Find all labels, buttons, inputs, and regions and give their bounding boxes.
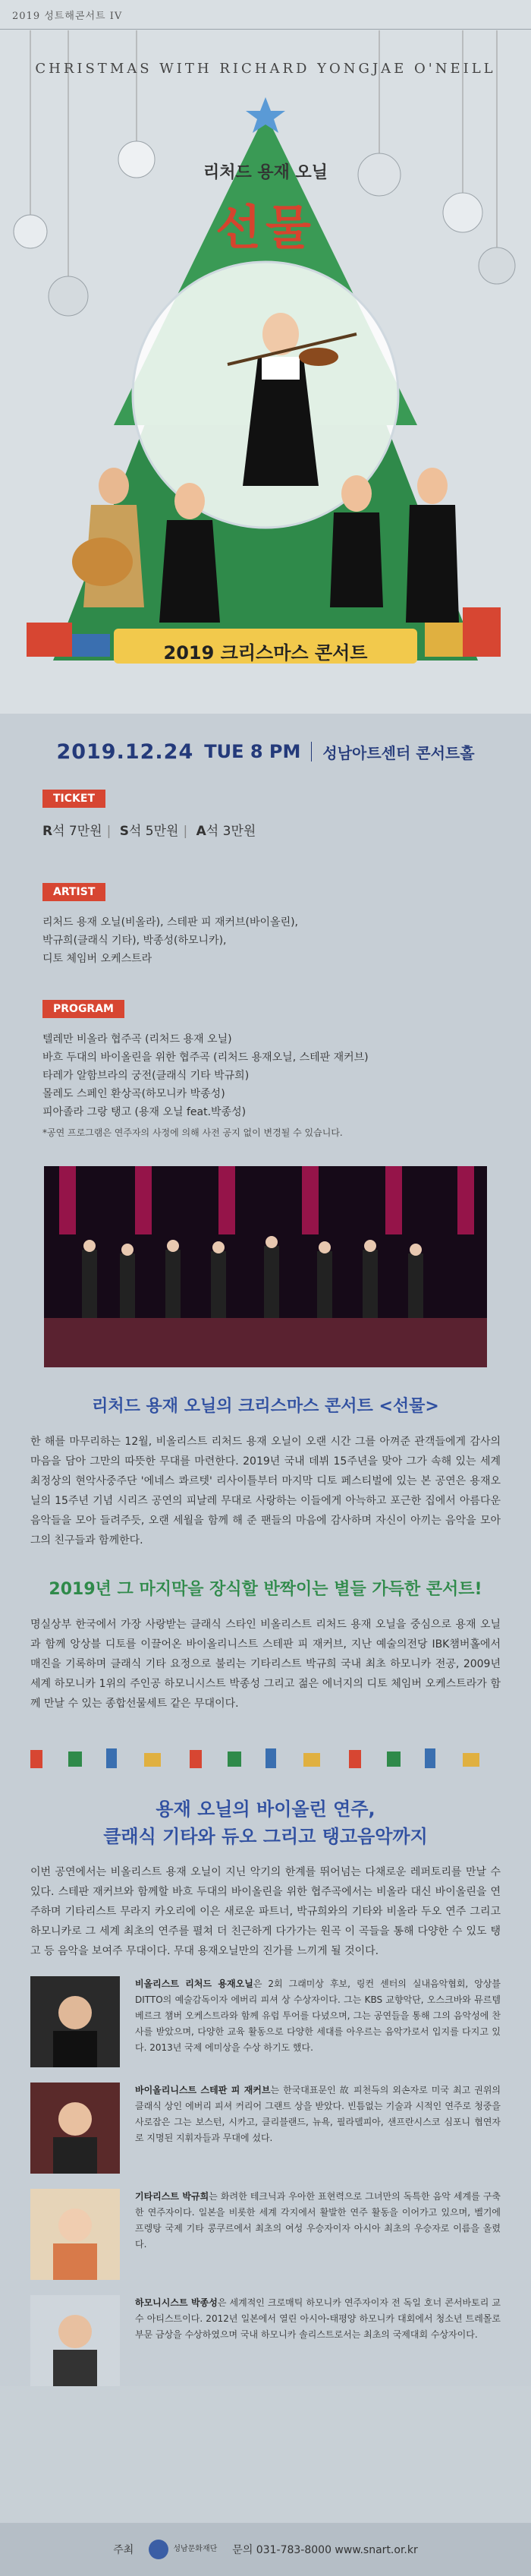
event-venue: 성남아트센터 콘서트홀 [322, 743, 475, 762]
ticket-grade: S [119, 824, 129, 839]
organizer-name: 성남문화재단 [173, 2545, 218, 2553]
performer-photo [30, 1976, 120, 2067]
ticket-grade: R [42, 824, 53, 839]
section2-body: 명실상부 한국에서 가장 사랑받는 클래식 스타인 비올리스트 리처드 용재 오닐을 중심으로 용재 오닐과 함께 앙상블 디토를 이끌어온 바이올리니스트 스테판 피 재커브, 지난 예술의전당 IBK챔버홀에서 매진을 기록하며 클래식 기타 요정으로 불리는 기타리스트 박규희 국내 최초 하모니카 전공, 2009년 세계 하모니카 1위의 주인공 하모니시스트 박종성 그리고 젊은 에너지의 디토 체임버 오케스트라가 함께 만날 수 있는 종합선물세트 같은 무대이다. [30, 1619, 501, 1710]
section3-body: 이번 공연에서는 비올리스트 용재 오닐이 지닌 악기의 한계를 뛰어넘는 다채로운 레퍼토리를 만날 수 있다. 스테판 재커브와 함께할 바흐 두대의 바이올린을 위한 협주곡에서는 비올라 대신 바이올린을 연주하며 기타리스트 무라지 카오리에 이은 새로운 파트너, 박규희와의 기타와 비올라 두오 연주 그리고 하모니카로 그 세계 최초의 연주를 펼쳐 더 친근하게 다가가는 원곡 이 곡들을 통해 다양한 수 있도 탱고 등 음악을 보여주 무대이다. 무대 용재오닐만의 진가를 느끼게 될 것이다. [30, 1866, 501, 1957]
bio-item [0, 1976, 531, 2067]
artist-line: 리처드 용재 오닐(비올라), 스테판 피 재커브(바이올린), [42, 916, 299, 929]
program-tag: PROGRAM [42, 1000, 124, 1018]
organizer-logo [149, 2540, 217, 2559]
section3-title-line: 클래식 기타와 듀오 그리고 탱고음악까지 [103, 1826, 428, 1847]
ticket-price: 석 3만원 [206, 824, 256, 839]
bio-name: 바이올리니스트 스테판 피 재커브 [135, 2085, 271, 2095]
bio-item [0, 2295, 531, 2386]
ticket-tag: TICKET [42, 790, 105, 808]
section3-title-line: 용재 오닐의 바이올린 연주, [156, 1799, 375, 1820]
section3-title [0, 1796, 531, 1850]
concert-stage-photo [44, 1166, 487, 1367]
program-line: 바흐 두대의 바이올린을 위한 협주곡 (리처드 용재오닐, 스테판 재커브) [42, 1052, 369, 1064]
bio-text: 는 화려한 테크닉과 우아한 표현력으로 그녀만의 독특한 음악 세계를 구축한 연주자이다. 일본을 비롯한 세계 각지에서 활발한 연주 활동을 이어가고 있으며, 벨기에 프렝탕 국제 기타 콩쿠르에서 최초의 여성 우승자이자 아시아 최초의 우승자로 이름을 올렸다. [135, 2191, 501, 2250]
concert-title: 2019 크리스마스 콘서트 [163, 642, 368, 664]
section1-body: 한 해를 마무리하는 12월, 비올리스트 리처드 용재 오닐이 오랜 시간 그를 아껴준 관객들에게 감사의 마음을 담아 그만의 따뜻한 무대를 마련한다. 2019년 국내 데뷔 15주년을 맞아 그가 속해 있는 세계 최정상의 현악사중주단 '에네스 콰르텟' 리사이틀부터 마지막 디토 페스티벌에 있는 본 공연은 용재오닐의 15주년 기념 시리즈 공연의 피날레 무대로 사랑하는 이들에게 아늑하고 포근한 집에서 아름다운 음악들을 모아 들려주듯, 오랜 세월을 함께 해 준 팬들의 마음에 감사하며 자신이 아끼는 음악을 모아 그의 친구들과 함께한다. [30, 1436, 501, 1547]
bio-text: 은 2회 그래미상 후보, 링컨 센터의 실내음악협회, 앙상블 DITTO의 예술감독이자 에버리 피셔 상 수상자이다. 그는 KBS 교향악단, 오스크바와 뮤르템베르크 챔버 오케스트라와 함께 유럽 투어를 다녔으며, 그는 공연들을 통해 그의 음악성에 찬사를 받았으며, 다양한 교육 활동으로 다양한 세대를 아우르는 음악가로서 입지를 다지고 있다. 2013년 국제 에미상을 수상 하기도 했다. [135, 1979, 501, 2053]
ticket-prices: R석 7만원 | S석 5만원 | A석 3만원 [42, 824, 256, 839]
footer [0, 2523, 531, 2576]
bio-name: 하모니시스트 박종성 [135, 2297, 218, 2308]
program-line: 타레가 알함브라의 궁전(클래식 기타 박규희) [42, 1070, 250, 1082]
ticket-price: 석 7만원 [52, 824, 102, 839]
program-line: 텔레만 비올라 협주곡 (리처드 용재 오닐) [42, 1033, 232, 1045]
bio-name: 기타리스트 박규희 [135, 2191, 209, 2202]
poster-kicker: 리처드 용재 오닐 [203, 163, 328, 182]
performer-photo [30, 2189, 120, 2280]
event-date: 2019.12.24 [56, 739, 194, 764]
bio-name: 비올리스트 리처드 용재오닐 [135, 1979, 253, 1989]
host-label: 주최 [113, 2544, 134, 2556]
event-time: TUE 8 PM [204, 741, 301, 762]
divider [311, 742, 312, 761]
section1-title: 리처드 용재 오닐의 크리스마스 콘서트 <선물> [92, 1397, 439, 1416]
section2-title: 2019년 그 마지막을 장식할 반짝이는 별들 가득한 콘서트! [49, 1580, 482, 1599]
bio-item [0, 2083, 531, 2174]
holiday-decoration-strip [0, 1735, 531, 1780]
ticket-block [0, 790, 531, 839]
christmas-tree-illustration [0, 0, 531, 714]
poster-title: 선물 [215, 200, 316, 255]
artist-line: 박규희(클래식 기타), 박종성(하모니카), [42, 935, 227, 947]
artist-block [0, 883, 531, 968]
bio-text: 는 한국대표문인 故 피천득의 외손자로 미국 최고 권위의 클래식 상인 에버리 피셔 커리어 그랜트 상을 받았다. 빈틈없는 기술과 시적인 연주로 청중을 사로잡은 그는 보스턴, 시카고, 클리블랜드, 뉴욕, 필라델피아, 샌프란시스코 심포니 협연자로 지명된 지휘자들과 무대에 섰다. [135, 2085, 501, 2143]
artist-line: 디토 체임버 오케스트라 [42, 953, 152, 965]
program-note: *공연 프로그램은 연주자의 사정에 의해 사전 공지 없이 변경될 수 있습니다. [42, 1127, 343, 1138]
program-line: 피아졸라 그랑 탱고 (용재 오닐 feat.박종성) [42, 1106, 247, 1118]
event-date-bar [0, 714, 531, 790]
artist-tag: ARTIST [42, 883, 105, 901]
bio-text: 은 세계적인 크로매틱 하모니카 연주자이자 전 독일 호너 콘서바토리 교수 아티스트이다. 2012년 일본에서 열린 아시아-태평양 하모니카 대회에서 청소년 트레몰로 부문 금상을 수상하였으며 국내 하모니카 솔리스트로서는 최초의 국제대회 수상자이다. [135, 2297, 501, 2340]
contact-info: 문의 031-783-8000 www.snart.or.kr [232, 2544, 418, 2556]
performer-photo [30, 2083, 120, 2174]
logo-icon [149, 2540, 168, 2559]
program-line: 몰레도 스페인 환상곡(하모니카 박종성) [42, 1088, 225, 1100]
poster [0, 0, 531, 714]
ticket-grade: A [196, 824, 206, 839]
info-section [0, 714, 531, 2386]
program-block [0, 1000, 531, 1139]
bio-item [0, 2189, 531, 2280]
ticket-price: 석 5만원 [128, 824, 179, 839]
series-label: 2019 성트해콘서트 IV [12, 11, 123, 22]
performer-photo [30, 2295, 120, 2386]
divider [0, 29, 531, 30]
english-title: CHRISTMAS WITH RICHARD YONGJAE O'NEILL [35, 61, 496, 77]
